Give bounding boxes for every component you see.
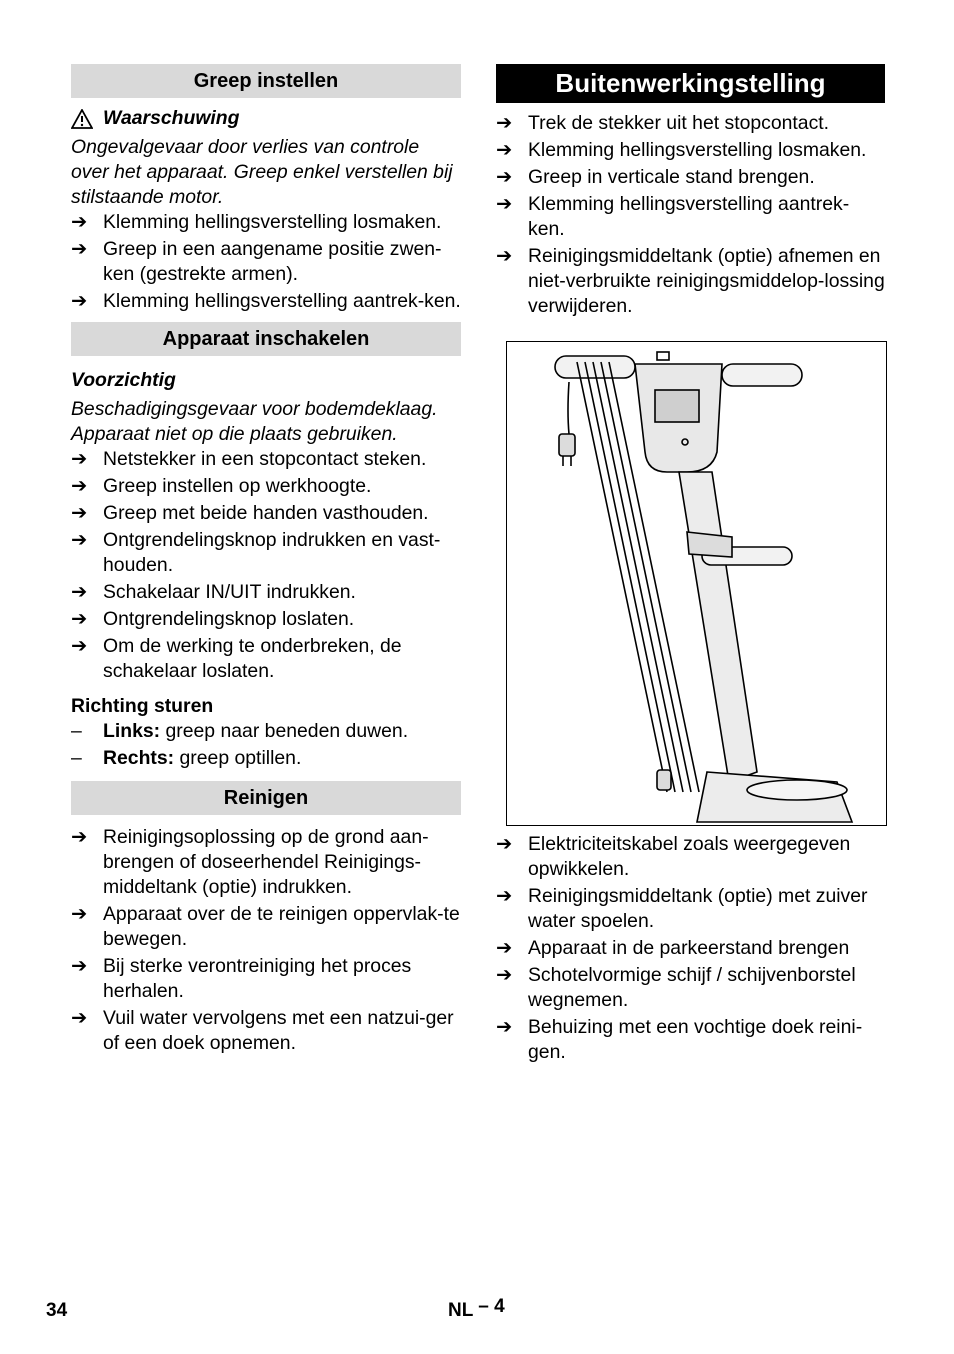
list-item: ➔ Vuil water vervolgens met een natzui-ger of een doek opnemen. (71, 1007, 454, 1054)
page-number: 34 (46, 1300, 68, 1321)
list-item: ➔ Klemming hellingsverstelling losmaken. (71, 211, 442, 233)
list-item: ➔ Trek de stekker uit het stopcontact. (496, 112, 830, 134)
list-item: ➔ Schakelaar IN/UIT indrukken. (71, 581, 356, 603)
list-item: ➔ Reinigingsoplossing op de grond aan-brengen of doseerhendel Reinigings-middeltank (optie) indrukken. (71, 826, 429, 898)
section-title-greep-instellen: Greep instellen (71, 64, 461, 98)
list-item: ➔ Ontgrendelingsknop indrukken en vast-houden. (71, 529, 441, 576)
footer-section: – 4 (478, 1296, 505, 1317)
arrow-right-icon: ➔ (496, 112, 513, 134)
reinigen-steps (71, 825, 461, 1056)
arrow-right-icon: ➔ (71, 608, 88, 630)
list-item: – Rechts: greep optillen. (71, 747, 302, 769)
arrow-right-icon: ➔ (496, 166, 513, 188)
arrow-right-icon: ➔ (71, 1007, 88, 1029)
arrow-right-icon: ➔ (496, 885, 513, 907)
list-item: ➔ Greep instellen op werkhoogte. (71, 475, 372, 497)
arrow-right-icon: ➔ (496, 964, 513, 986)
list-item: ➔ Klemming hellingsverstelling losmaken. (496, 139, 867, 161)
steering-list (71, 719, 461, 771)
warning-heading (71, 106, 461, 131)
list-item: ➔ Greep met beide handen vasthouden. (71, 502, 429, 524)
dash-bullet: – (71, 720, 82, 742)
buitenwerking-steps-bottom (496, 832, 885, 1065)
arrow-right-icon: ➔ (71, 211, 88, 233)
right-column (496, 64, 885, 1067)
arrow-right-icon: ➔ (71, 238, 88, 260)
arrow-right-icon: ➔ (496, 833, 513, 855)
steering-title: Richting sturen (71, 695, 214, 717)
dash-bullet: – (71, 747, 82, 769)
list-item: ➔ Reinigingsmiddeltank (optie) met zuiver water spoelen. (496, 885, 868, 932)
arrow-right-icon: ➔ (496, 937, 513, 959)
list-item: ➔ Greep in een aangename positie zwen-ken (gestrekte armen). (71, 238, 442, 285)
warning-triangle-icon (71, 109, 93, 129)
list-item: ➔ Bij sterke verontreiniging het proces herhalen. (71, 955, 412, 1002)
arrow-right-icon: ➔ (71, 502, 88, 524)
arrow-right-icon: ➔ (496, 193, 513, 215)
arrow-right-icon: ➔ (496, 1016, 513, 1038)
list-item: ➔ Schotelvormige schijf / schijvenborstel wegnemen. (496, 964, 856, 1011)
arrow-right-icon: ➔ (71, 529, 88, 551)
arrow-right-icon: ➔ (71, 955, 88, 977)
arrow-right-icon: ➔ (71, 290, 88, 312)
footer-lang-code: NL (448, 1300, 473, 1321)
section-title-buitenwerkingstelling: Buitenwerkingstelling (496, 64, 885, 103)
inschakelen-steps (71, 447, 461, 684)
warning-text: Ongevalgevaar door verlies van controle over het apparaat. Greep enkel verstellen bij stilstaande motor. (71, 136, 453, 208)
caution-label: Voorzichtig (71, 369, 176, 391)
arrow-right-icon: ➔ (71, 635, 88, 657)
arrow-right-icon: ➔ (71, 903, 88, 925)
list-item: ➔ Klemming hellingsverstelling aantrek-ken. (496, 193, 850, 240)
list-item: ➔ Reinigingsmiddeltank (optie) afnemen en niet-verbruikte reinigingsmiddelop-lossing verwijderen. (496, 245, 885, 317)
list-item: ➔ Ontgrendelingsknop loslaten. (71, 608, 355, 630)
footer-lang (448, 1298, 505, 1323)
list-item: ➔ Greep in verticale stand brengen. (496, 166, 815, 188)
warning-label: Waarschuwing (103, 107, 240, 129)
machine-illustration (506, 341, 887, 826)
arrow-right-icon: ➔ (496, 245, 513, 267)
list-item: – Links: greep naar beneden duwen. (71, 720, 409, 742)
list-item: ➔ Klemming hellingsverstelling aantrek-ken. (71, 290, 461, 312)
list-item: ➔ Apparaat in de parkeerstand brengen (496, 937, 850, 959)
left-column (71, 64, 461, 1058)
arrow-right-icon: ➔ (71, 475, 88, 497)
caution-text: Beschadigingsgevaar voor bodemdeklaag. Apparaat niet op die plaats gebruiken. (71, 398, 438, 445)
arrow-right-icon: ➔ (71, 448, 88, 470)
arrow-right-icon: ➔ (71, 826, 88, 848)
floor-machine-drawing (507, 342, 886, 825)
section-title-reinigen: Reinigen (71, 781, 461, 815)
greep-steps (71, 210, 461, 314)
section-title-apparaat-inschakelen: Apparaat inschakelen (71, 322, 461, 356)
list-item: ➔ Behuizing met een vochtige doek reini-gen. (496, 1016, 863, 1063)
list-item: ➔ Apparaat over de te reinigen oppervlak-te bewegen. (71, 903, 460, 950)
arrow-right-icon: ➔ (71, 581, 88, 603)
list-item: ➔ Netstekker in een stopcontact steken. (71, 448, 427, 470)
buitenwerking-steps-top (496, 111, 885, 319)
list-item: ➔ Elektriciteitskabel zoals weergegeven opwikkelen. (496, 833, 851, 880)
list-item: ➔ Om de werking te onderbreken, de schakelaar loslaten. (71, 635, 402, 682)
arrow-right-icon: ➔ (496, 139, 513, 161)
